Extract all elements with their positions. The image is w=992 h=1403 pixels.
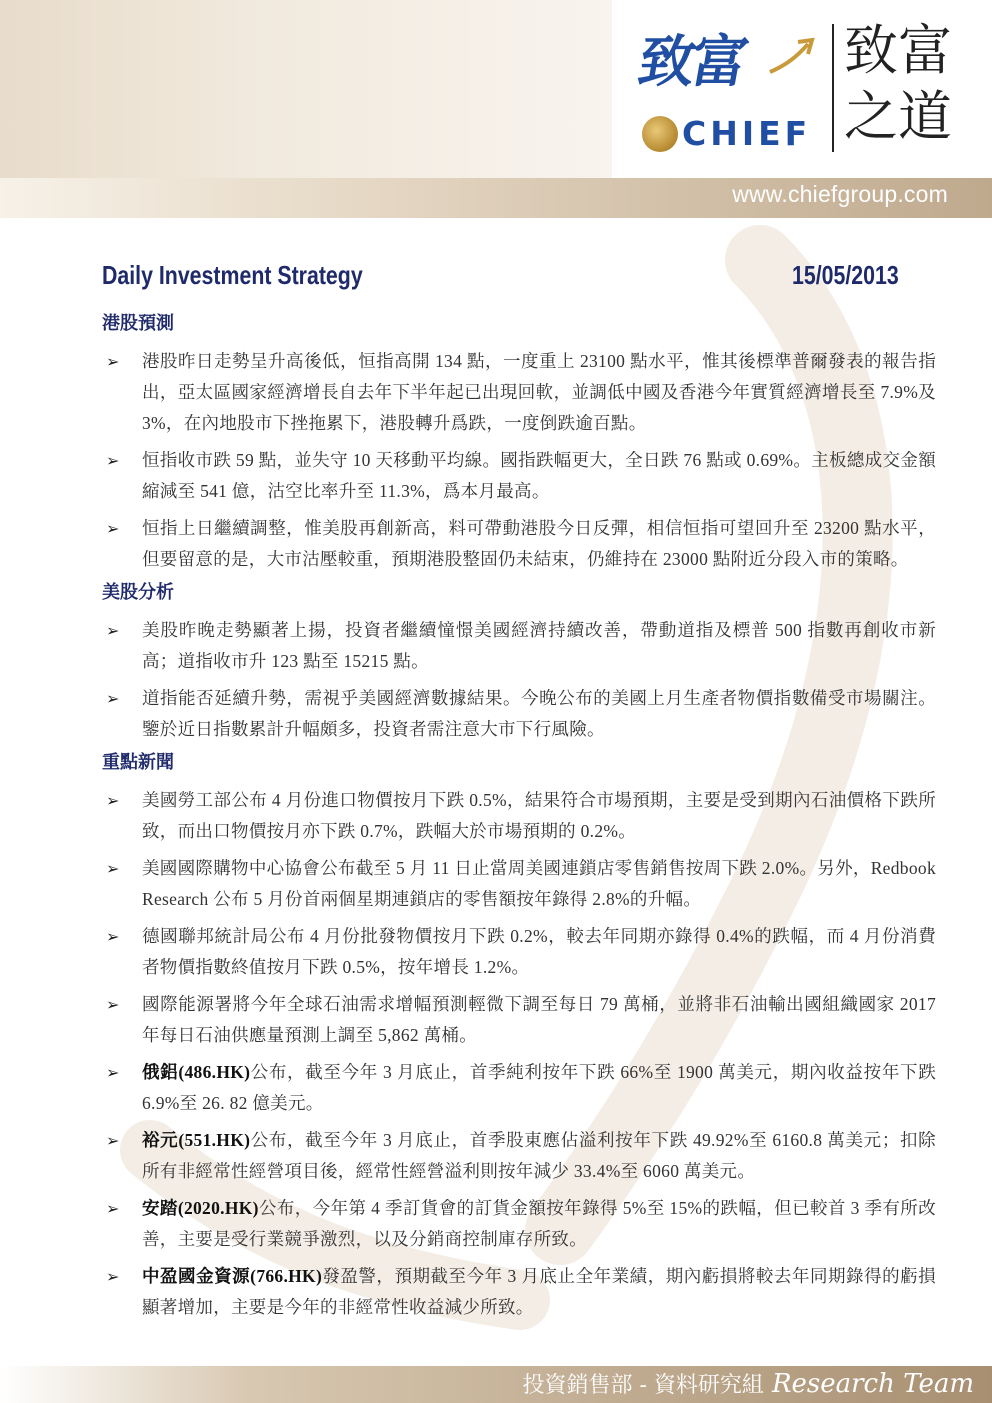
company-name: 俄鋁(486.HK) — [142, 1062, 251, 1082]
logo-slogan-line1: 致富 — [844, 19, 952, 82]
bullet-text: 德國聯邦統計局公布 4 月份批發物價按月下跌 0.2%，較去年同期亦錄得 0.4%的跌幅，而 4 月份消費者物價指數終值按月下跌 0.5%，按年增長 1.2%。 — [142, 926, 936, 977]
bullet-text: 公布，截至今年 3 月底止，首季純利按年下跌 66%至 1900 萬美元，期內收益按年下跌 6.9%至 26. 82 億美元。 — [142, 1062, 936, 1113]
bullet-text: 美股昨晚走勢顯著上揚，投資者繼續憧憬美國經濟持續改善，帶動道指及標普 500 指數再創收市新高；道指收市升 123 點至 15215 點。 — [142, 620, 936, 671]
list-item — [102, 683, 936, 745]
section-title: 港股預測 — [102, 313, 174, 334]
bullet-text: 道指能否延續升勢，需視乎美國經濟數據結果。今晚公布的美國上月生產者物價指數備受市場關注。鑒於近日指數累計升幅頗多，投資者需注意大市下行風險。 — [142, 688, 936, 739]
list-item — [102, 1125, 936, 1187]
website-url[interactable]: www.chiefgroup.com — [732, 181, 948, 207]
bullet-list — [102, 785, 936, 1323]
list-item — [102, 989, 936, 1051]
arrow-bullet-icon: ➢ — [106, 451, 120, 470]
arrow-bullet-icon: ➢ — [106, 995, 120, 1014]
arrow-bullet-icon: ➢ — [106, 791, 120, 810]
logo-english-name: CHIEF — [682, 114, 812, 153]
logo-arrow-icon — [768, 36, 818, 76]
list-item — [102, 1261, 936, 1323]
arrow-bullet-icon: ➢ — [106, 927, 120, 946]
report-title: Daily Investment Strategy — [102, 260, 363, 290]
arrow-bullet-icon: ➢ — [106, 689, 120, 708]
footer-department: 投資銷售部 - 資料研究組 — [522, 1373, 764, 1398]
list-item — [102, 513, 936, 575]
page-footer — [0, 1366, 992, 1403]
section-title: 美股分析 — [102, 582, 174, 603]
report-date: 15/05/2013 — [792, 260, 899, 290]
arrow-bullet-icon: ➢ — [106, 1199, 120, 1218]
logo-slogan-line2: 之道 — [844, 85, 952, 148]
section-us-analysis — [102, 581, 936, 745]
company-name: 安踏(2020.HK) — [142, 1198, 259, 1218]
page-header — [0, 0, 992, 218]
section-hk-forecast — [102, 312, 936, 575]
footer-credit — [523, 1368, 974, 1399]
list-item — [102, 615, 936, 677]
header-gradient-panel — [0, 0, 612, 178]
arrow-bullet-icon: ➢ — [106, 621, 120, 640]
bullet-text: 港股昨日走勢呈升高後低，恒指高開 134 點，一度重上 23100 點水平，惟其後標準普爾發表的報告指出，亞太區國家經濟增長自去年下半年起已出現回軟，並調低中國及香港今年實質經濟增長至 7.9%及 3%，在內地股市下挫拖累下，港股轉升爲跌，一度倒跌逾百點。 — [142, 351, 936, 433]
section-title: 重點新聞 — [102, 752, 174, 773]
footer-team: Research Team — [771, 1369, 974, 1399]
logo-slogan — [844, 18, 952, 150]
bullet-text: 發盈警，預期截至今年 3 月底止全年業績，期內虧損將較去年同期錄得的虧損顯著增加，主要是今年的非經常性收益減少所致。 — [142, 1266, 936, 1317]
arrow-bullet-icon: ➢ — [106, 352, 120, 371]
bullet-text: 國際能源署將今年全球石油需求增幅預測輕微下調至每日 79 萬桶，並將非石油輸出國組織國家 2017 年每日石油供應量預測上調至 5,862 萬桶。 — [142, 994, 936, 1045]
bullet-text: 美國勞工部公布 4 月份進口物價按月下跌 0.5%，結果符合市場預期，主要是受到期內石油價格下跌所致，而出口物價按月亦下跌 0.7%，跌幅大於市場預期的 0.2%。 — [142, 790, 936, 841]
bullet-text: 美國國際購物中心協會公布截至 5 月 11 日止當周美國連鎖店零售銷售按周下跌 2.0%。另外，Redbook Research 公布 5 月份首兩個星期連鎖店的零售額按年錄得 2.8%的升幅。 — [142, 858, 936, 909]
company-name: 中盈國金資源(766.HK) — [142, 1266, 323, 1286]
arrow-bullet-icon: ➢ — [106, 1267, 120, 1286]
company-name: 裕元(551.HK) — [142, 1130, 251, 1150]
logo-chinese-art: 致富 — [633, 29, 750, 95]
logo-divider — [832, 24, 834, 152]
company-logo — [633, 18, 970, 158]
report-content — [102, 312, 936, 1329]
arrow-bullet-icon: ➢ — [106, 1131, 120, 1150]
logo-coin-icon — [642, 116, 678, 152]
list-item — [102, 445, 936, 507]
bullet-text: 公布，截至今年 3 月底止，首季股東應佔溢利按年下跌 49.92%至 6160.8 萬美元；扣除所有非經常性經營項目後，經常性經營溢利則按年減少 33.4%至 6060 萬美元。 — [142, 1130, 936, 1181]
list-item — [102, 1193, 936, 1255]
list-item — [102, 1057, 936, 1119]
bullet-text: 恒指收市跌 59 點，並失守 10 天移動平均線。國指跌幅更大，全日跌 76 點或 0.69%。主板總成交金額縮減至 541 億，沽空比率升至 11.3%，爲本月最高。 — [142, 450, 936, 501]
arrow-bullet-icon: ➢ — [106, 859, 120, 878]
bullet-list — [102, 615, 936, 745]
arrow-bullet-icon: ➢ — [106, 1063, 120, 1082]
list-item — [102, 785, 936, 847]
list-item — [102, 853, 936, 915]
bullet-text: 恒指上日繼續調整，惟美股再創新高，料可帶動港股今日反彈，相信恒指可望回升至 23200 點水平，但要留意的是，大市沽壓較重，預期港股整固仍未結束，仍維持在 23000 點附近分段入市的策略。 — [142, 518, 936, 569]
list-item — [102, 346, 936, 439]
arrow-bullet-icon: ➢ — [106, 519, 120, 538]
list-item — [102, 921, 936, 983]
section-key-news — [102, 751, 936, 1323]
bullet-list — [102, 346, 936, 575]
bullet-text: 公布，今年第 4 季訂貨會的訂貨金額按年錄得 5%至 15%的跌幅，但已較首 3 季有所改善，主要是受行業競爭激烈，以及分銷商控制庫存所致。 — [142, 1198, 937, 1249]
